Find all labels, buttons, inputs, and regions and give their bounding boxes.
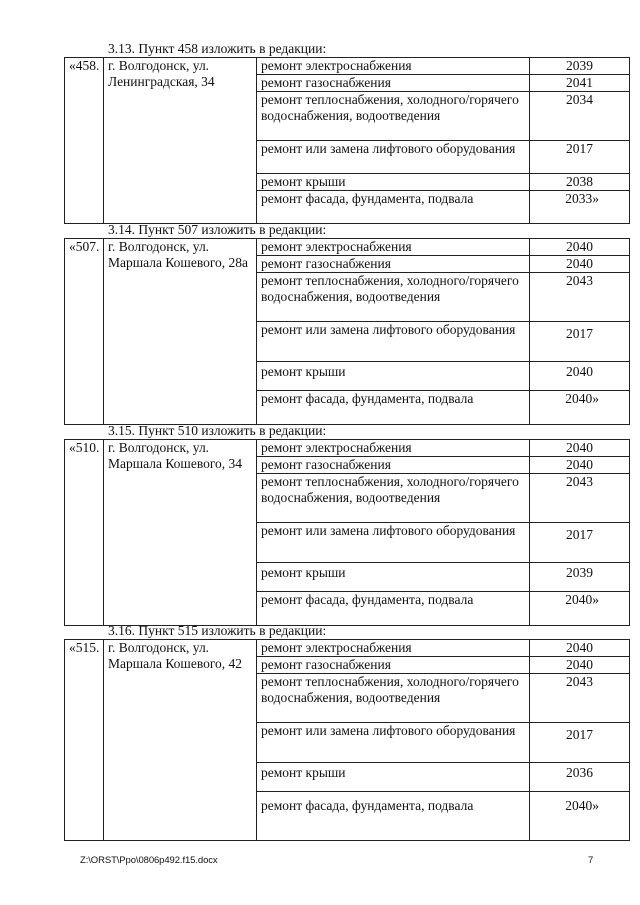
work-type: ремонт крыши: [257, 362, 530, 391]
work-year: 2036: [530, 763, 630, 792]
section-heading: 3.16. Пункт 515 изложить в редакции:: [108, 623, 327, 638]
repair-schedule-table: [64, 238, 630, 425]
work-type: ремонт или замена лифтового оборудования: [257, 523, 530, 563]
work-type: ремонт крыши: [257, 563, 530, 592]
work-type: ремонт электроснабжения: [257, 58, 530, 75]
building-address: г. Волгодонск, ул. Маршала Кошевого, 34: [104, 440, 257, 626]
building-address: г. Волгодонск, ул. Маршала Кошевого, 42: [104, 640, 257, 841]
work-type: ремонт газоснабжения: [257, 256, 530, 273]
work-type: ремонт газоснабжения: [257, 657, 530, 674]
work-type: ремонт или замена лифтового оборудования: [257, 141, 530, 174]
work-year: 2017: [530, 322, 630, 362]
work-year: 2040»: [530, 792, 630, 841]
work-type: ремонт теплоснабжения, холодного/горячего водоснабжения, водоотведения: [257, 273, 530, 322]
work-year: 2017: [530, 141, 630, 174]
work-type: ремонт теплоснабжения, холодного/горячего водоснабжения, водоотведения: [257, 474, 530, 523]
work-type: ремонт или замена лифтового оборудования: [257, 322, 530, 362]
work-type: ремонт газоснабжения: [257, 457, 530, 474]
work-year: 2017: [530, 723, 630, 763]
work-year: 2040: [530, 256, 630, 273]
footer-file-path: Z:\ORST\Ppo\0806p492.f15.docx: [80, 855, 218, 866]
work-year: 2040»: [530, 592, 630, 626]
work-type: ремонт крыши: [257, 763, 530, 792]
work-year: 2040: [530, 457, 630, 474]
work-type: ремонт фасада, фундамента, подвала: [257, 792, 530, 841]
work-type: ремонт электроснабжения: [257, 239, 530, 256]
work-type: ремонт газоснабжения: [257, 75, 530, 92]
item-number: «515.: [65, 640, 104, 841]
repair-schedule-table: [64, 57, 630, 224]
work-year: 2033»: [530, 191, 630, 224]
work-year: 2040: [530, 239, 630, 256]
table-row: [65, 58, 630, 75]
work-year: 2039: [530, 58, 630, 75]
table-row: [65, 239, 630, 256]
work-year: 2039: [530, 563, 630, 592]
work-year: 2040: [530, 362, 630, 391]
work-type: ремонт электроснабжения: [257, 640, 530, 657]
work-year: 2040: [530, 640, 630, 657]
work-type: ремонт электроснабжения: [257, 440, 530, 457]
item-number: «458.: [65, 58, 104, 224]
work-year: 2043: [530, 474, 630, 523]
building-address: г. Волгодонск, ул. Ленинградская, 34: [104, 58, 257, 224]
section-heading: 3.15. Пункт 510 изложить в редакции:: [108, 423, 327, 438]
repair-schedule-table: [64, 439, 630, 626]
work-year: 2041: [530, 75, 630, 92]
section-heading: 3.13. Пункт 458 изложить в редакции:: [108, 41, 327, 56]
work-type: ремонт фасада, фундамента, подвала: [257, 592, 530, 626]
table-row: [65, 440, 630, 457]
table-row: [65, 640, 630, 657]
work-year: 2043: [530, 273, 630, 322]
repair-schedule-table: [64, 639, 630, 841]
page-number: 7: [588, 855, 594, 866]
work-year: 2034: [530, 92, 630, 141]
work-year: 2040: [530, 440, 630, 457]
work-year: 2017: [530, 523, 630, 563]
item-number: «510.: [65, 440, 104, 626]
section-heading: 3.14. Пункт 507 изложить в редакции:: [108, 222, 327, 237]
work-type: ремонт фасада, фундамента, подвала: [257, 391, 530, 425]
work-type: ремонт теплоснабжения, холодного/горячего водоснабжения, водоотведения: [257, 674, 530, 723]
work-type: ремонт крыши: [257, 174, 530, 191]
work-year: 2040: [530, 657, 630, 674]
work-type: ремонт фасада, фундамента, подвала: [257, 191, 530, 224]
work-type: ремонт или замена лифтового оборудования: [257, 723, 530, 763]
work-year: 2040»: [530, 391, 630, 425]
building-address: г. Волгодонск, ул. Маршала Кошевого, 28а: [104, 239, 257, 425]
work-year: 2043: [530, 674, 630, 723]
work-year: 2038: [530, 174, 630, 191]
item-number: «507.: [65, 239, 104, 425]
work-type: ремонт теплоснабжения, холодного/горячего водоснабжения, водоотведения: [257, 92, 530, 141]
